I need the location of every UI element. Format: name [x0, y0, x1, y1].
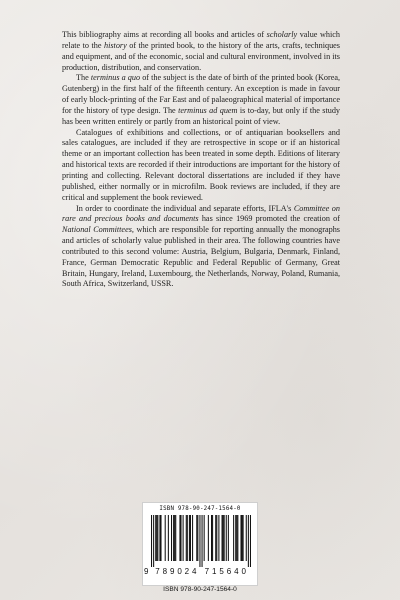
barcode-bar	[246, 515, 247, 561]
barcode-bar	[224, 515, 225, 561]
barcode-bar	[204, 515, 205, 561]
text-run: which are responsible for reporting annually the monographs and articles of scholarly value published in their area. The following countries have contributed to this second volume: Austria, Belgium, Bulgaria, Denmark, Finland, France, German Democratic Republic and Federal Republic of Germany, Great Britain, Hungary, Ireland, Luxembourg, the Netherlands, Norway, Poland, Rumania, South Africa, Switzerland, USSR.	[62, 225, 340, 289]
barcode-bar	[228, 515, 229, 561]
barcode-bar	[168, 515, 169, 561]
barcode-digit: 9	[169, 567, 175, 576]
barcode-digit: 4	[192, 567, 197, 576]
italic-run: National Committees,	[62, 225, 134, 235]
barcode-bar	[179, 515, 180, 561]
barcode-digit: 9	[144, 567, 149, 576]
text-run: has since 1969 promoted the creation of	[198, 214, 340, 224]
barcode-bar	[242, 515, 243, 561]
barcode-digit: 4	[234, 567, 239, 576]
isbn-top-text: ISBN 978-90-247-1564-0	[159, 506, 241, 512]
barcode-bar	[202, 515, 203, 567]
barcode-bar	[196, 515, 197, 561]
barcode-bar	[199, 515, 200, 567]
barcode-bar	[159, 515, 160, 561]
blurb-paragraph	[62, 30, 340, 73]
italic-run: terminus a quo	[90, 73, 141, 83]
barcode-bar	[197, 515, 198, 561]
barcode-digit: 0	[177, 567, 182, 576]
barcode-digit: 7	[155, 567, 160, 576]
barcode-digit: 5	[219, 567, 224, 576]
text-run: value which relate to the	[62, 30, 340, 50]
text-run: of the printed book, to the history of the arts, crafts, techniques and equipment, and of the economic, social and cultural environment, involved in its production, distribution, and conservation.	[62, 40, 340, 72]
text-run: In order to coordinate the individual and separate efforts, IFLA's	[76, 203, 294, 213]
barcode-bar	[223, 515, 224, 561]
barcode-bar	[248, 515, 249, 567]
text-run: Catalogues of exhibitions and collections, or of antiquarian booksellers and sales catalogues, are included if they are retrospective in scope or if an historical theme or an important collection has been treated in some depth. Editions of literary and historical texts are recorded if their introductions are important for the history of printing and collecting. Relevant doctoral dissertations are included if they have published, either normally or in microfilm. Book reviews are included, if they are critical and supplement the book reviewed.	[62, 127, 340, 202]
isbn-bottom-text: ISBN 978-90-247-1564-0	[163, 586, 237, 593]
barcode-bar	[233, 515, 234, 561]
barcode-bar	[155, 515, 156, 561]
barcode-bar	[237, 515, 238, 561]
barcode-digit: 1	[212, 567, 217, 576]
barcode-bar	[156, 515, 157, 561]
barcode-bar	[240, 515, 241, 561]
text-run: is to-day, but only if the study has been written entirely or partly from an historical point of view.	[62, 105, 341, 126]
barcode-bar	[189, 515, 190, 561]
italic-run: Committee on rare and precious books and documents	[62, 203, 340, 224]
blurb-paragraph	[62, 73, 340, 127]
barcode-bar	[174, 515, 175, 561]
text-run: of the subject is the date of birth of the printed book (Korea, Gutenberg) in the first half of the fifteenth century. An exception is made in favour of early block-printing of the Far East and of palaeographical material of importance for the history of type design. The	[62, 73, 341, 115]
barcode-bar	[218, 515, 219, 561]
barcode-bar	[190, 515, 191, 561]
barcode-bar	[151, 515, 152, 567]
barcode-bar	[153, 515, 154, 567]
ean13-barcode	[151, 515, 251, 567]
blurb-paragraph	[62, 128, 340, 204]
barcode-digits	[143, 567, 257, 577]
italic-run: scholarly	[266, 30, 298, 39]
barcode-bar	[226, 515, 227, 561]
barcode-bar	[216, 515, 217, 561]
barcode-digit: 7	[204, 567, 210, 576]
barcode-digit: 0	[241, 567, 246, 576]
barcode-bar	[173, 515, 174, 561]
barcode-bar	[215, 515, 216, 561]
barcode-digit: 6	[226, 567, 232, 576]
barcode-bar	[175, 515, 176, 561]
barcode-bar	[165, 515, 166, 561]
barcode-bar	[222, 515, 223, 561]
barcode-bar	[160, 515, 161, 561]
barcode-bar	[187, 515, 188, 561]
cover-blurb	[62, 30, 340, 290]
barcode-bar	[211, 515, 212, 561]
italic-run: terminus ad quem	[178, 105, 238, 115]
text-run: This bibliography aims at recording all books and articles of	[62, 30, 267, 39]
barcode-bar	[250, 515, 251, 567]
barcode-digit: 8	[162, 567, 168, 576]
barcode-bar	[236, 515, 237, 561]
blurb-paragraph	[62, 204, 340, 291]
text-run: The	[76, 73, 91, 83]
barcode-digit: 2	[184, 567, 190, 576]
barcode-bar	[235, 515, 236, 561]
barcode-bar	[171, 515, 172, 561]
barcode-bar	[208, 515, 209, 561]
barcode-bar	[180, 515, 181, 561]
barcode-label	[142, 502, 258, 586]
barcode-bar	[183, 515, 184, 561]
barcode-bar	[192, 515, 193, 561]
barcode-bar	[186, 515, 187, 561]
barcode-bar	[157, 515, 158, 561]
italic-run: history	[104, 40, 127, 50]
barcode-bar	[243, 515, 244, 561]
barcode-bar	[212, 515, 213, 561]
